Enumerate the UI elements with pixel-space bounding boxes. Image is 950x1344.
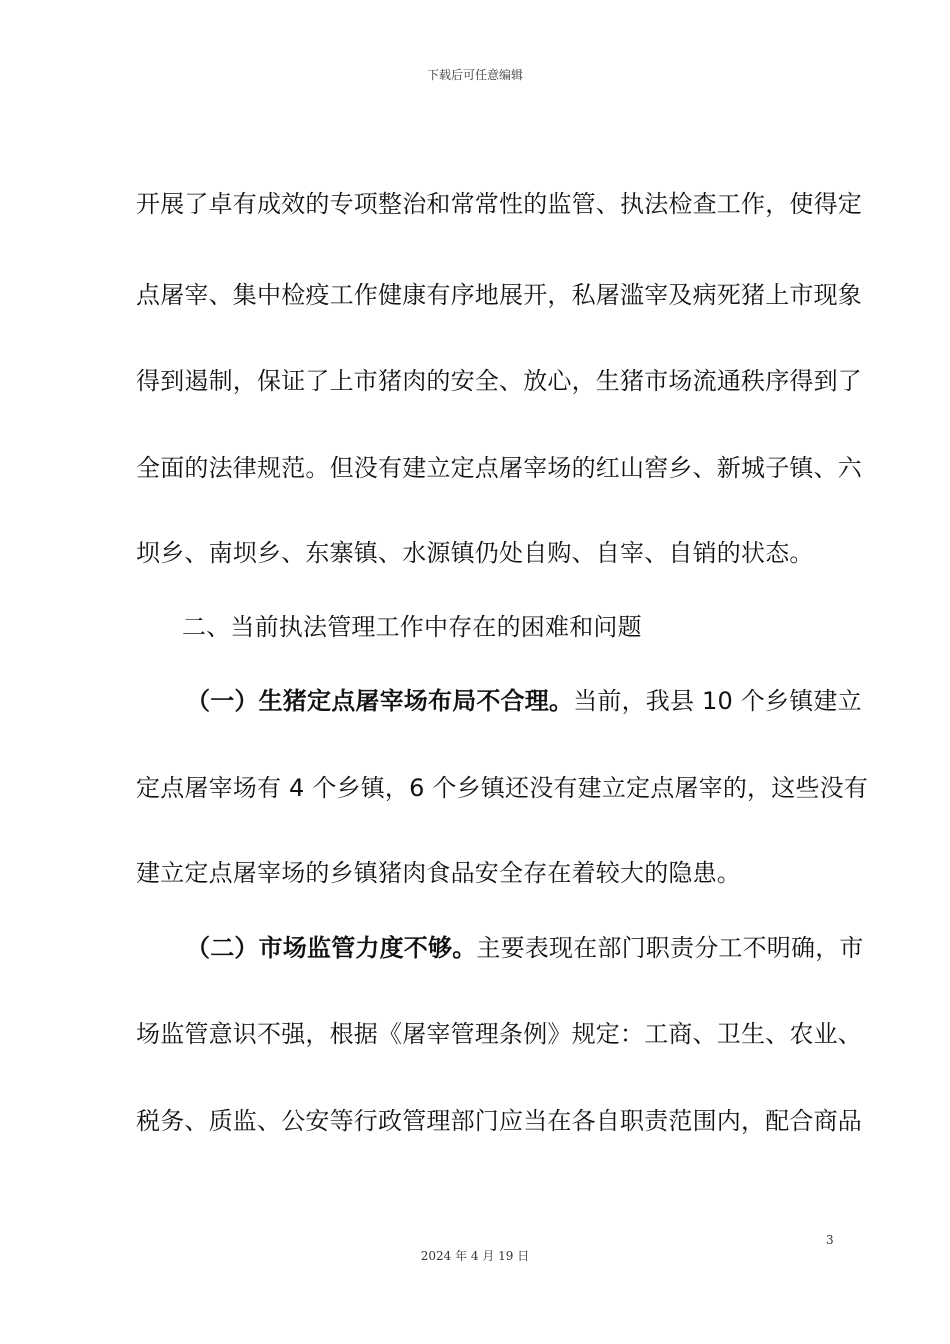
paragraph-1-line-1: 开展了卓有成效的专项整治和常常性的监管、执法检查工作，使得定 [136,190,862,218]
paragraph-3-line-1 [186,933,864,963]
paragraph-1-line-4: 全面的法律规范。但没有建立定点屠宰场的红山窖乡、新城子镇、六 [136,454,862,482]
paragraph-3-line-1-text: 主要表现在部门职责分工不明确，市 [476,934,864,962]
paragraph-2-line-2: 定点屠宰场有 4 个乡镇，6 个乡镇还没有建立定点屠宰的，这些没有 [136,774,869,802]
paragraph-3-line-3: 税务、质监、公安等行政管理部门应当在各自职责范围内，配合商品 [136,1107,862,1135]
footer-date: 2024 年 4 月 19 日 [420,1249,530,1263]
paragraph-3-bold-lead: （二）市场监管力度不够。 [186,934,477,962]
paragraph-1-line-3: 得到遏制，保证了上市猪肉的安全、放心，生猪市场流通秩序得到了 [136,367,862,395]
paragraph-2-line-3: 建立定点屠宰场的乡镇猪肉食品安全存在着较大的隐患。 [136,859,741,887]
section-heading: 二、当前执法管理工作中存在的困难和问题 [182,613,642,641]
page-number: 3 [826,1233,834,1247]
paragraph-1-line-5: 坝乡、南坝乡、东寨镇、水源镇仍处自购、自宰、自销的状态。 [136,539,814,567]
paragraph-1-line-2: 点屠宰、集中检疫工作健康有序地展开，私屠滥宰及病死猪上市现象 [136,281,862,309]
page-header: 下载后可任意编辑 [426,68,523,82]
paragraph-2-bold-lead: （一）生猪定点屠宰场布局不合理。 [186,687,574,715]
paragraph-2-line-1-text: 当前，我县 10 个乡镇建立 [573,687,862,715]
paragraph-2-line-1 [186,686,862,716]
paragraph-3-line-2: 场监管意识不强，根据《屠宰管理条例》规定：工商、卫生、农业、 [136,1020,862,1048]
